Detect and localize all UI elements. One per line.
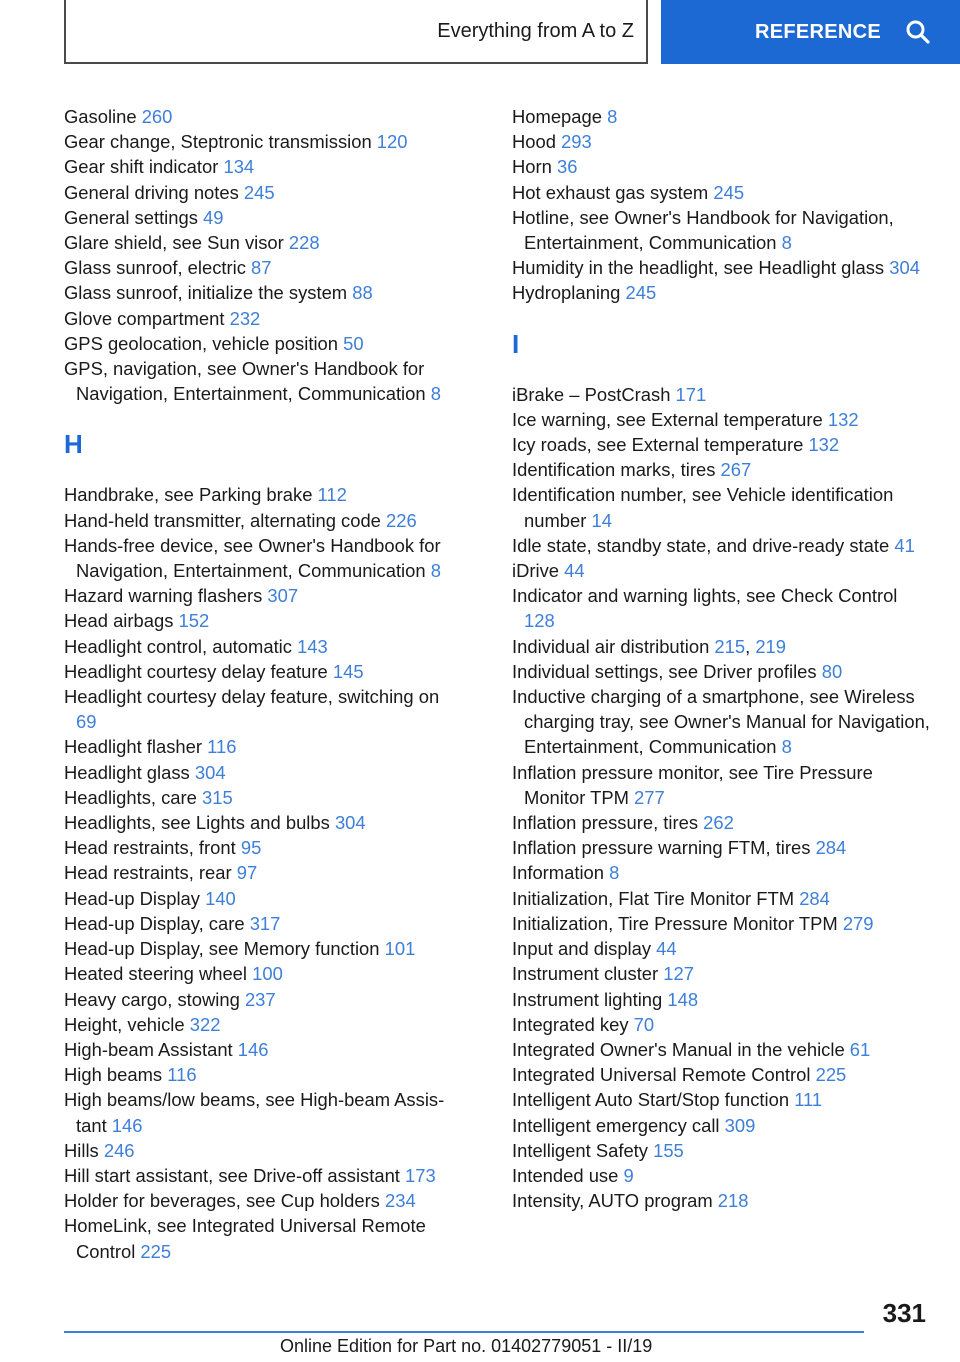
index-term: Inflation pressure, tires bbox=[512, 812, 704, 834]
index-entry bbox=[512, 659, 932, 684]
edition-footer: Online Edition for Part no. 01402779051 - II/19 bbox=[280, 1336, 653, 1356]
index-term: Integrated Universal Remote Control bbox=[512, 1064, 816, 1086]
index-term: Initialization, Tire Pressure Monitor TPM bbox=[512, 912, 843, 934]
page-link[interactable]: 228 bbox=[288, 232, 320, 254]
index-term: Identification marks, tires bbox=[512, 459, 721, 481]
index-entry bbox=[64, 104, 464, 129]
page-link[interactable]: 234 bbox=[385, 1190, 416, 1212]
page-link[interactable]: 245 bbox=[243, 181, 275, 203]
index-entry bbox=[64, 860, 464, 885]
index-term: Hills bbox=[64, 1139, 104, 1161]
section-header bbox=[64, 0, 648, 64]
index-term: Intelligent emergency call bbox=[512, 1114, 725, 1136]
footer-divider bbox=[64, 1331, 864, 1333]
index-entry bbox=[64, 1062, 464, 1087]
index-term: Glass sunroof, electric bbox=[64, 257, 252, 279]
index-term: Headlight control, automatic bbox=[64, 635, 298, 657]
index-term: Headlight courtesy delay feature, switching on bbox=[64, 686, 440, 708]
index-term: Icy roads, see External temperature bbox=[512, 434, 809, 456]
page-link[interactable]: 317 bbox=[249, 912, 281, 934]
page-link[interactable]: 8 bbox=[430, 560, 441, 582]
index-term: Ice warning, see External temperature bbox=[512, 408, 828, 430]
page-link[interactable]: 246 bbox=[103, 1139, 135, 1161]
index-column-right bbox=[512, 104, 932, 1213]
page-link[interactable]: 128 bbox=[524, 610, 555, 632]
index-term: Heated steering wheel bbox=[64, 963, 253, 985]
index-entry bbox=[512, 886, 932, 911]
index-term: Hydroplaning bbox=[512, 282, 626, 304]
index-term: Individual air distribution bbox=[512, 635, 715, 657]
page-link[interactable]: 309 bbox=[724, 1114, 756, 1136]
page-link[interactable]: 116 bbox=[207, 736, 237, 758]
index-term: Humidity in the headlight, see Headlight glass bbox=[512, 257, 890, 279]
index-term: High-beam Assistant bbox=[64, 1038, 238, 1060]
page-link[interactable]: 100 bbox=[252, 963, 283, 985]
index-term: Intelligent Auto Start/Stop function bbox=[512, 1089, 795, 1111]
index-term: Initialization, Flat Tire Monitor FTM bbox=[512, 887, 800, 909]
page-link[interactable]: 80 bbox=[821, 660, 843, 682]
page-link[interactable]: 171 bbox=[675, 383, 707, 405]
page-link[interactable]: 140 bbox=[205, 887, 236, 909]
index-term: Headlight glass bbox=[64, 761, 195, 783]
index-term: Heavy cargo, stowing bbox=[64, 988, 245, 1010]
page-link[interactable]: 219 bbox=[755, 635, 787, 657]
chapter-label: REFERENCE bbox=[755, 20, 882, 43]
index-term: Headlights, care bbox=[64, 786, 203, 808]
index-entry bbox=[64, 1087, 464, 1137]
page-link[interactable]: 146 bbox=[111, 1114, 143, 1136]
index-term: Gear shift indicator bbox=[64, 156, 224, 178]
index-term: Idle state, standby state, and drive-ready state bbox=[512, 534, 895, 556]
page-link[interactable]: 152 bbox=[178, 610, 210, 632]
page-link[interactable]: 293 bbox=[561, 131, 592, 153]
index-entry bbox=[64, 987, 464, 1012]
index-entry bbox=[512, 760, 932, 810]
index-term: Hand-held transmitter, alternating code bbox=[64, 509, 387, 531]
page-link[interactable]: 132 bbox=[827, 408, 859, 430]
index-entry bbox=[64, 1037, 464, 1062]
index-term: Homepage bbox=[512, 106, 608, 127]
page-link[interactable]: 284 bbox=[799, 887, 830, 909]
page-link[interactable]: 44 bbox=[656, 938, 677, 960]
page-link[interactable]: 226 bbox=[386, 509, 417, 531]
page-link[interactable]: 49 bbox=[203, 206, 224, 228]
page-link[interactable]: 315 bbox=[202, 786, 233, 808]
page-link[interactable]: 8 bbox=[607, 106, 618, 127]
index-term: General settings bbox=[64, 206, 204, 228]
index-term: Inflation pressure monitor, see Tire Pressure Monitor TPM bbox=[512, 761, 873, 808]
index-entry bbox=[64, 684, 464, 734]
index-entry bbox=[512, 860, 932, 885]
index-entry bbox=[64, 734, 464, 759]
index-entry bbox=[512, 987, 932, 1012]
page-link[interactable]: 70 bbox=[633, 1013, 655, 1035]
index-term: GPS, navigation, see Owner's Handbook for Navigation, Entertainment, Communication bbox=[64, 358, 431, 405]
index-entry bbox=[512, 180, 932, 205]
index-entry bbox=[512, 432, 932, 457]
index-term: High beams/low beams, see High-beam Assistant bbox=[64, 1089, 445, 1136]
page-link[interactable]: 101 bbox=[384, 938, 416, 960]
index-entry bbox=[64, 331, 464, 356]
page-link[interactable]: 304 bbox=[194, 761, 226, 783]
page-link[interactable]: 112 bbox=[317, 484, 347, 506]
index-term: Intensity, AUTO program bbox=[512, 1190, 718, 1212]
index-term: Head restraints, rear bbox=[64, 862, 237, 884]
index-entry bbox=[512, 558, 932, 583]
index-entry bbox=[512, 961, 932, 986]
index-term: Horn bbox=[512, 156, 557, 178]
page-link[interactable]: 225 bbox=[815, 1064, 847, 1086]
index-entry bbox=[512, 382, 932, 407]
page-link[interactable]: 116 bbox=[167, 1064, 197, 1086]
page-link[interactable]: 215 bbox=[714, 635, 746, 657]
index-column-left bbox=[64, 104, 464, 1264]
index-term: Handbrake, see Parking brake bbox=[64, 484, 318, 506]
index-entry bbox=[64, 1188, 464, 1213]
page-link[interactable]: 245 bbox=[625, 282, 657, 304]
index-term: Gear change, Steptronic transmission bbox=[64, 131, 377, 153]
page-link[interactable]: 8 bbox=[781, 736, 792, 758]
index-entry bbox=[512, 1062, 932, 1087]
index-entry bbox=[64, 785, 464, 810]
index-entry bbox=[512, 810, 932, 835]
page-link[interactable]: 304 bbox=[889, 257, 920, 279]
index-entry bbox=[512, 533, 932, 558]
section-letter: I bbox=[512, 328, 520, 359]
index-term: GPS geolocation, vehicle position bbox=[64, 332, 344, 354]
index-term: Instrument cluster bbox=[512, 963, 664, 985]
page-link[interactable]: 50 bbox=[343, 332, 364, 354]
index-entry bbox=[512, 154, 932, 179]
page-link[interactable]: 44 bbox=[564, 560, 585, 582]
index-entry bbox=[64, 810, 464, 835]
index-entry bbox=[64, 911, 464, 936]
index-entry bbox=[64, 961, 464, 986]
page-link[interactable]: 277 bbox=[634, 786, 665, 808]
index-entry bbox=[512, 835, 932, 860]
index-term: Gasoline bbox=[64, 106, 142, 127]
section-letter: H bbox=[64, 429, 83, 460]
page-link[interactable]: 232 bbox=[229, 307, 261, 329]
index-entry bbox=[64, 1012, 464, 1037]
page-link[interactable]: 8 bbox=[609, 862, 620, 884]
index-entry bbox=[64, 205, 464, 230]
index-entry bbox=[512, 911, 932, 936]
page-link[interactable]: 87 bbox=[251, 257, 272, 279]
index-entry bbox=[512, 104, 932, 129]
index-entry bbox=[512, 684, 932, 760]
index-term: Identification number, see Vehicle identification number bbox=[512, 484, 894, 531]
page-link[interactable]: 225 bbox=[140, 1240, 172, 1262]
chapter-tab[interactable] bbox=[661, 0, 960, 64]
index-entry bbox=[512, 1087, 932, 1112]
page-link[interactable]: 260 bbox=[141, 106, 173, 127]
page-link[interactable]: 134 bbox=[223, 156, 255, 178]
index-term: Headlights, see Lights and bulbs bbox=[64, 812, 335, 834]
page-link[interactable]: 61 bbox=[849, 1038, 871, 1060]
page-link[interactable]: 173 bbox=[405, 1164, 436, 1186]
page-link[interactable]: 304 bbox=[334, 812, 366, 834]
index-entry: Individual air distribution 215, 219 bbox=[512, 635, 787, 657]
index-term: High beams bbox=[64, 1064, 168, 1086]
index-term: Hands-free device, see Owner's Handbook for Navigation, Entertainment, Communication bbox=[64, 534, 441, 582]
page-link[interactable]: 284 bbox=[815, 837, 847, 859]
page-link[interactable]: 322 bbox=[189, 1013, 221, 1035]
index-term: Glare shield, see Sun visor bbox=[64, 232, 289, 254]
index-entry bbox=[64, 936, 464, 961]
index-entry bbox=[64, 608, 464, 633]
index-term: General driving notes bbox=[64, 181, 244, 203]
index-entry bbox=[512, 1188, 932, 1213]
page-link[interactable]: 237 bbox=[244, 988, 276, 1010]
page-link[interactable]: 9 bbox=[623, 1164, 634, 1186]
page-link[interactable]: 127 bbox=[663, 963, 694, 985]
index-entry bbox=[512, 1037, 932, 1062]
index-term: Inflation pressure warning FTM, tires bbox=[512, 837, 816, 859]
page-link[interactable]: 95 bbox=[240, 837, 262, 859]
index-term: Integrated key bbox=[512, 1013, 634, 1035]
index-term: Hazard warning flashers bbox=[64, 585, 268, 607]
index-term: Hill start assistant, see Drive-off assistant bbox=[64, 1164, 406, 1186]
index-entry bbox=[512, 280, 932, 305]
index-term: Head-up Display, see Memory function bbox=[64, 938, 385, 960]
index-term: Glass sunroof, initialize the system bbox=[64, 282, 353, 304]
index-term: Integrated Owner's Manual in the vehicle bbox=[512, 1038, 850, 1060]
page-link[interactable]: 267 bbox=[720, 459, 752, 481]
index-term: Head restraints, front bbox=[64, 837, 241, 859]
index-entry bbox=[64, 482, 464, 507]
index-term: Head airbags bbox=[64, 610, 179, 632]
index-entry bbox=[64, 255, 464, 280]
page-link[interactable]: 146 bbox=[237, 1038, 269, 1060]
index-entry bbox=[512, 1012, 932, 1037]
index-entry bbox=[512, 1138, 932, 1163]
page-link[interactable]: 218 bbox=[717, 1190, 749, 1212]
index-term: iBrake – PostCrash bbox=[512, 383, 676, 405]
index-term: Indicator and warning lights, see Check Control bbox=[512, 585, 898, 607]
page-link[interactable]: 148 bbox=[667, 988, 699, 1010]
index-entry bbox=[64, 154, 464, 179]
page-link[interactable]: 155 bbox=[653, 1139, 684, 1161]
index-entry bbox=[512, 482, 932, 532]
index-entry bbox=[512, 129, 932, 154]
index-term: Head-up Display bbox=[64, 887, 206, 909]
page-number: 331 bbox=[882, 1298, 926, 1328]
page-link[interactable]: 120 bbox=[376, 131, 408, 153]
index-term: Intelligent Safety bbox=[512, 1139, 654, 1161]
index-term: Input and display bbox=[512, 938, 657, 960]
index-entry bbox=[512, 1163, 932, 1188]
index-term: Glove compartment bbox=[64, 307, 230, 329]
index-entry bbox=[64, 835, 464, 860]
page-link[interactable]: 69 bbox=[76, 711, 97, 733]
index-entry bbox=[512, 936, 932, 961]
index-entry bbox=[64, 1213, 464, 1263]
page-link[interactable]: 36 bbox=[556, 156, 578, 178]
index-term: Head-up Display, care bbox=[64, 912, 250, 934]
page-link[interactable]: 143 bbox=[297, 635, 328, 657]
index-term: Instrument lighting bbox=[512, 988, 668, 1010]
page-link[interactable]: 307 bbox=[267, 585, 299, 607]
page-link[interactable]: 14 bbox=[591, 509, 612, 531]
index-entry bbox=[512, 407, 932, 432]
index-entry bbox=[64, 1163, 464, 1188]
page-link[interactable]: 132 bbox=[808, 434, 840, 456]
search-icon[interactable] bbox=[905, 19, 931, 45]
index-entry bbox=[64, 886, 464, 911]
section-title: Everything from A to Z bbox=[437, 19, 634, 42]
index-entry bbox=[64, 508, 464, 533]
index-entry bbox=[64, 634, 464, 659]
index-term: Hotline, see Owner's Handbook for Navigation, Entertainment, Communication bbox=[512, 206, 894, 254]
page-link[interactable]: 145 bbox=[332, 660, 364, 682]
index-entry bbox=[64, 230, 464, 255]
index-entry bbox=[64, 280, 464, 305]
index-entry bbox=[512, 205, 932, 255]
index-entry bbox=[512, 583, 932, 633]
index-term: Holder for beverages, see Cup holders bbox=[64, 1190, 385, 1212]
index-entry bbox=[512, 1113, 932, 1138]
index-term: HomeLink, see Integrated Universal Remote Control bbox=[64, 1215, 426, 1262]
index-entry bbox=[64, 533, 464, 583]
index-term: Individual settings, see Driver profiles bbox=[512, 660, 822, 682]
index-entry bbox=[512, 255, 932, 280]
index-entry bbox=[512, 457, 932, 482]
index-entry bbox=[64, 306, 464, 331]
page-link[interactable]: 279 bbox=[842, 912, 874, 934]
index-term: Hot exhaust gas system bbox=[512, 181, 714, 203]
index-term: Inductive charging of a smartphone, see Wireless charging tray, see Owner's Manual for Navigation, Entertainment, Communication bbox=[512, 686, 930, 758]
index-term: Hood bbox=[512, 131, 562, 153]
index-entry bbox=[64, 583, 464, 608]
page-link[interactable]: 111 bbox=[794, 1089, 823, 1111]
index-term: Information bbox=[512, 862, 610, 884]
page-link[interactable]: 8 bbox=[430, 383, 441, 405]
page-link[interactable]: 41 bbox=[894, 534, 915, 556]
index-entry bbox=[64, 659, 464, 684]
index-entry bbox=[64, 760, 464, 785]
index-term: Intended use bbox=[512, 1164, 624, 1186]
index-entry bbox=[64, 356, 464, 406]
page-link[interactable]: 245 bbox=[713, 181, 745, 203]
index-term: Headlight courtesy delay feature bbox=[64, 660, 333, 682]
page-link[interactable]: 262 bbox=[703, 812, 734, 834]
index-term: iDrive bbox=[512, 560, 565, 582]
page-link[interactable]: 8 bbox=[781, 232, 792, 254]
page-link[interactable]: 88 bbox=[352, 282, 373, 304]
index-entry bbox=[64, 1138, 464, 1163]
index-entry bbox=[64, 180, 464, 205]
index-term: Height, vehicle bbox=[64, 1013, 190, 1035]
index-term: Headlight flasher bbox=[64, 736, 208, 758]
index-entry bbox=[64, 129, 464, 154]
page-link[interactable]: 97 bbox=[236, 862, 258, 884]
